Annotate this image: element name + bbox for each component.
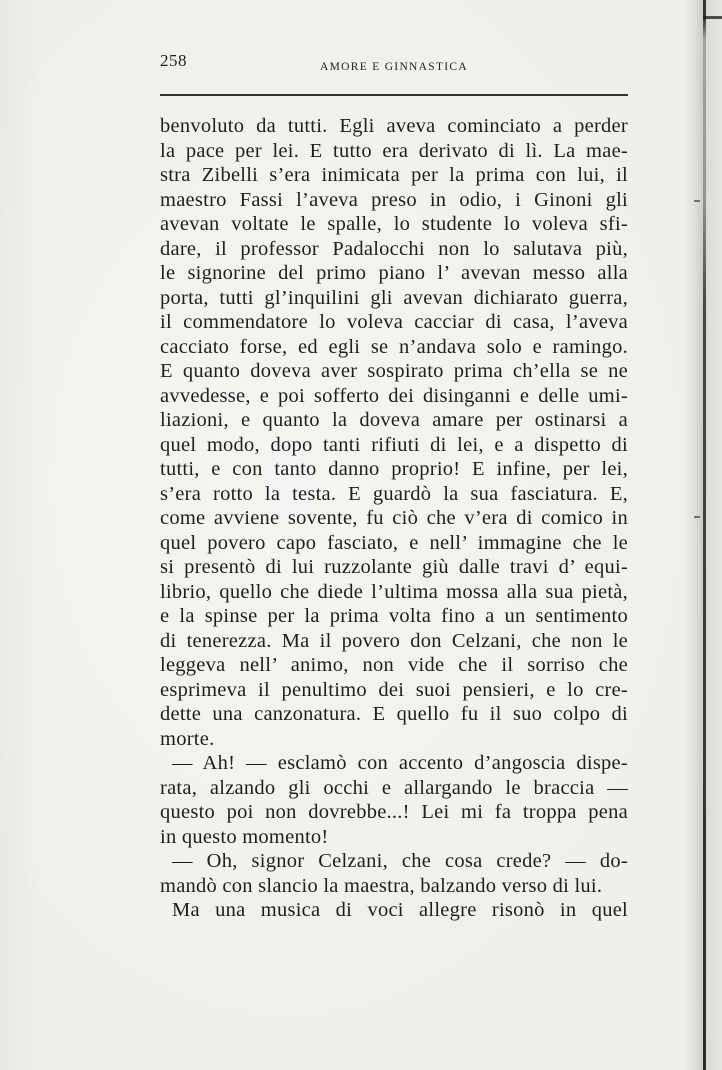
paragraph [160, 849, 628, 898]
text-line: librio, quello che diede l’ultima mossa alla sua pietà, [160, 580, 628, 603]
text-line: quel povero capo fasciato, e nell’ immagine che le [160, 531, 628, 554]
text-line: — Oh, signor Celzani, che cosa crede? — do- [172, 850, 628, 872]
running-title: AMORE E GINNASTICA [320, 61, 468, 73]
text-line: come avviene sovente, fu ciò che v’era di comico in [160, 507, 628, 529]
text-line: leggeva nell’ animo, non vide che il sorriso che [160, 654, 628, 676]
text-line: morte. [160, 727, 215, 750]
text-line: esprimeva il penultimo dei suoi pensieri, e lo cre- [160, 678, 628, 701]
text-line: mandò con slancio la maestra, balzando verso di lui. [160, 874, 603, 897]
text-line: Ma una musica di voci allegre risonò in quel [172, 899, 628, 921]
text-line: liazioni, e quanto la doveva amare per ostinarsi a [160, 409, 628, 431]
text-line: di tenerezza. Ma il povero don Celzani, che non le [160, 629, 628, 652]
body-text [160, 114, 628, 923]
paragraph [160, 114, 628, 751]
text-line: tutti, e con tanto danno proprio! E infine, per lei, [160, 458, 628, 480]
text-line: s’era rotto la testa. E guardò la sua fasciatura. E, [160, 482, 628, 505]
text-line: si presentò di lui ruzzolante giù dalle travi d’ equi- [160, 556, 628, 578]
page-edge-mark [694, 516, 700, 518]
text-line: quel modo, dopo tanti rifiuti di lei, e a dispetto di [160, 433, 628, 456]
text-line: dare, il professor Padalocchi non lo salutava più, [160, 237, 628, 260]
page-number: 258 [160, 51, 187, 70]
text-line: avevan voltate le spalle, lo studente lo voleva sfi- [160, 213, 628, 235]
header-rule [160, 94, 628, 96]
text-line: porta, tutti gl’inquilini gli avevan dichiarato guerra, [160, 286, 628, 309]
text-line: E quanto doveva aver sospirato prima ch’ella se ne [160, 360, 628, 382]
text-line: avvedesse, e poi sofferto dei disinganni e delle umi- [160, 384, 628, 407]
text-line: stra Zibelli s’era inimicata per la prima con lui, il [160, 164, 628, 186]
page-edge-corner [703, 16, 722, 19]
text-line: cacciato forse, ed egli se n’andava solo e ramingo. [160, 335, 628, 358]
paragraph [160, 898, 628, 923]
text-line: in questo momento! [160, 825, 329, 848]
text-line: le signorine del primo piano l’ avevan messo alla [160, 262, 628, 284]
page-edge-mark [694, 200, 700, 202]
text-line: questo poi non dovrebbe...! Lei mi fa troppa pena [160, 801, 628, 823]
text-line: e la spinse per la prima volta fino a un sentimento [160, 605, 628, 627]
text-line: benvoluto da tutti. Egli aveva cominciato a perder [160, 115, 628, 137]
text-line: maestro Fassi l’aveva preso in odio, i Ginoni gli [160, 188, 628, 211]
text-line: — Ah! — esclamò con accento d’angoscia dispe- [172, 752, 628, 774]
text-line: il commendatore lo voleva cacciar di casa, l’aveva [160, 311, 628, 333]
page-edge-line [703, 0, 706, 1070]
text-line: dette una canzonatura. E quello fu il suo colpo di [160, 703, 628, 725]
text-line: la pace per lei. E tutto era derivato di lì. La mae- [160, 139, 628, 162]
paragraph [160, 751, 628, 849]
text-line: rata, alzando gli occhi e allargando le braccia — [160, 776, 628, 799]
